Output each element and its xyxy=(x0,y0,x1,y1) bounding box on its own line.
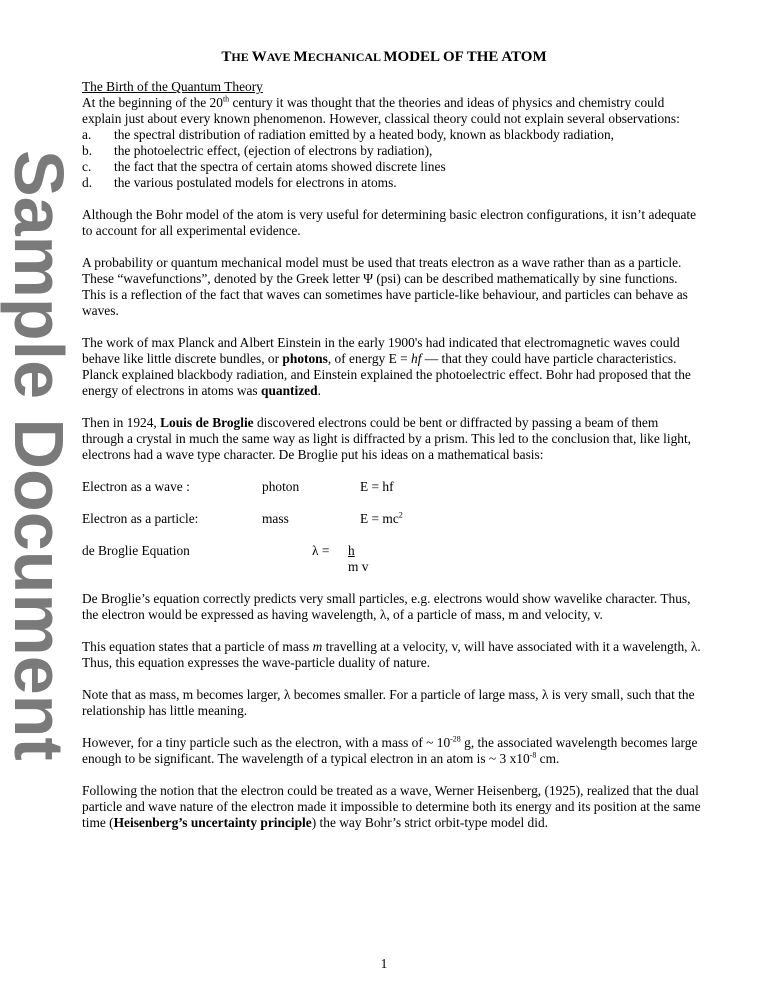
paragraph-planck: The work of max Planck and Albert Einstein in the early 1900's had indicated that electromagnetic waves could behave like little discrete bundles, or photons, of energy E = hf — that they could have particle characteristics. Planck explained blackbody radiation, and Einstein explained the photoelectric effect. Bohr had proposed that the energy of electrons in atoms was quantized. xyxy=(82,335,691,398)
equation-term: photon xyxy=(262,479,300,494)
equation-formula: $E = mc^2$ xyxy=(360,510,403,526)
page-number: 1 xyxy=(380,956,388,971)
section-heading: The Birth of the Quantum Theory xyxy=(82,79,263,94)
equation-row-particle xyxy=(82,511,702,527)
equation-lhs: λ = xyxy=(312,543,330,558)
equation-denominator: m v xyxy=(348,559,369,574)
list-item: d. the various postulated models for electrons in atoms. xyxy=(82,175,397,190)
document-body xyxy=(82,79,702,831)
equation-label: Electron as a particle: xyxy=(82,511,199,526)
paragraph-heisenberg: Following the notion that the electron could be treated as a wave, Werner Heisenberg, (1925), realized that the dual particle and wave nature of the electron made it impossible to determine both its energy and its position at the same time (Heisenberg’s uncertainty principle) the way Bohr’s strict orbit-type model did. xyxy=(82,783,701,830)
list-item: c. the fact that the spectra of certain atoms showed discrete lines xyxy=(82,159,446,174)
paragraph-probability: A probability or quantum mechanical model must be used that treats electron as a wave rather than as a particle. These “wavefunctions”, denoted by the Greek letter Ψ (psi) can be described mathematically by sine functions. This is a reflection of the fact that waves can sometimes have particle-like behaviour, and particles can behave as waves. xyxy=(82,255,688,318)
list-item: b. the photoelectric effect, (ejection of electrons by radiation), xyxy=(82,143,433,158)
equation-label: Electron as a wave : xyxy=(82,479,190,494)
debroglie-equation xyxy=(82,543,702,575)
paragraph-prediction: De Broglie’s equation correctly predicts very small particles, e.g. electrons would show wavelike character. Thus, the electron would be expressed as having wavelength, λ, of a particle of mass, m and velocity, v. xyxy=(82,591,691,622)
paragraph-mass: Note that as mass, m becomes larger, λ becomes smaller. For a particle of large mass, λ is very small, such that the relationship has little meaning. xyxy=(82,687,695,718)
paragraph-debroglie: Then in 1924, Louis de Broglie discovered electrons could be bent or diffracted by passing a beam of them through a crystal in much the same way as light is diffracted by a prism. This led to the conclusion that, like light, electrons had a wave type character. De Broglie put his ideas on a mathematical basis: xyxy=(82,415,692,462)
watermark: Sample Document xyxy=(0,150,78,761)
equation-term: mass xyxy=(262,511,289,526)
equation-label: de Broglie Equation xyxy=(82,543,190,558)
equation-row-wave xyxy=(82,479,702,495)
equation-formula: E = hf xyxy=(360,479,394,494)
equation-numerator: h xyxy=(348,543,355,558)
intro-paragraph: At the beginning of the 20th century it was thought that the theories and ideas of physics and chemistry could explain just about every known phenomenon. However, classical theory could not explain several observations: xyxy=(82,94,680,126)
paragraph-electron-mass: However, for a tiny particle such as the electron, with a mass of ~ $10^{-28}$ g, the associated wavelength becomes large enough to be significant. The wavelength of a typical electron in an atom is ~ 3 $x10^{-8}$ cm. xyxy=(82,734,698,766)
paragraph-bohr: Although the Bohr model of the atom is very useful for determining basic electron configurations, it isn’t adequate to account for all experimental evidence. xyxy=(82,207,697,238)
paragraph-equation-states: This equation states that a particle of mass m travelling at a velocity, v, will have associated with it a wavelength, λ. Thus, this equation expresses the wave-particle duality of nature. xyxy=(82,639,701,670)
list-item: a. the spectral distribution of radiation emitted by a heated body, known as blackbody radiation, xyxy=(82,127,615,142)
page-title: THE WAVE MECHANICAL MODEL OF THE ATOM xyxy=(221,49,547,65)
